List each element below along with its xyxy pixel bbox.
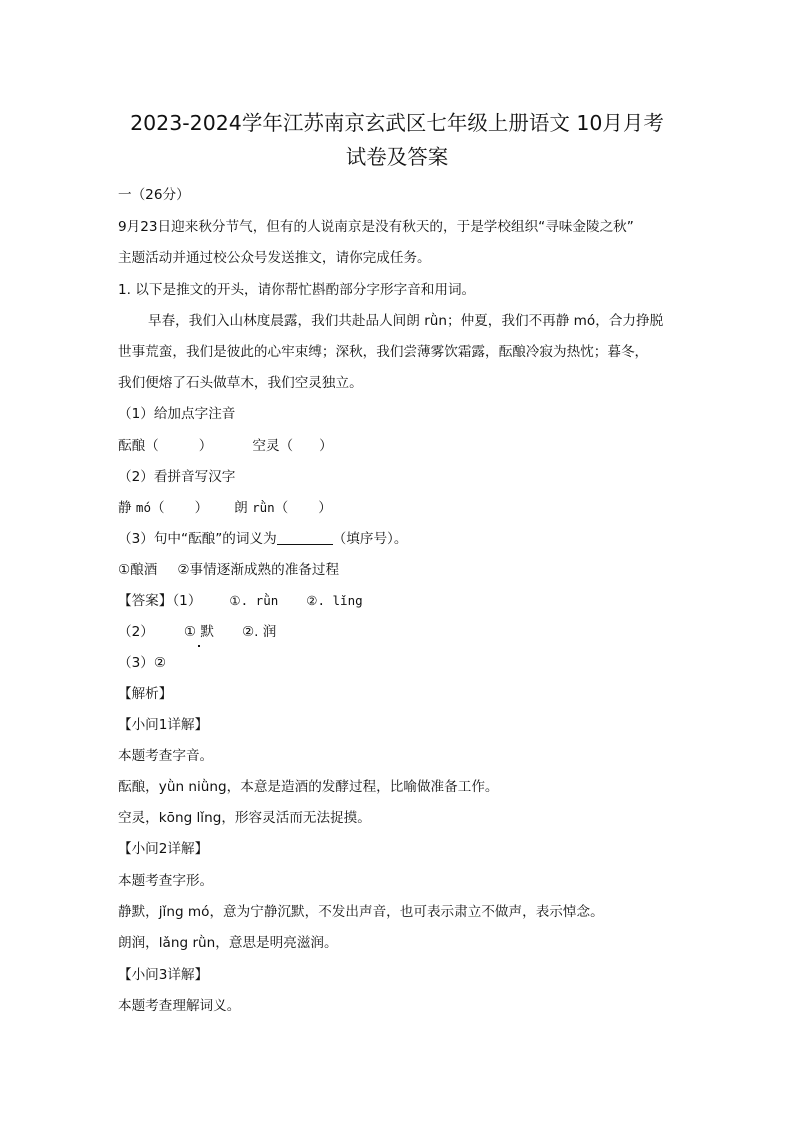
answer-blank [277,530,333,545]
sub-question-3-options [118,561,339,579]
sub-question-3-text: （3）句中“酝酿”的词义为 [118,531,277,547]
answer-2-2: ②. 润 [241,624,277,640]
item-jing: 静 [118,500,132,516]
option-1: ①酿酒 [118,562,158,578]
paren-open: （ [150,500,165,516]
sub-question-2-label: （2）看拼音写汉字 [118,469,236,485]
sub-question-1-label: （1）给加点字注音 [118,406,236,422]
item-yunniang: 酝酿（ [118,438,159,454]
answer-2-1: ① 默 [183,624,214,640]
sub-question-3-suffix: （填序号）。 [332,531,408,547]
item-lang: 朗 [234,500,248,516]
analysis-q1-line-1: 本题考查字音。 [118,748,214,764]
answer-line-3: （3）② [118,655,167,671]
sub-question-3-label [118,530,407,548]
paren-close: ） [318,500,332,516]
analysis-q2-line-2: 静默，jǐng mó，意为宁静沉默，不发出声音，也可表示肃立不做声，表示悼念。 [118,904,604,920]
analysis-q3-line-1: 本题考查理解词义。 [118,998,241,1014]
pinyin-run: rǜn [252,500,275,515]
intro-line-1: 9月23日迎来秋分节气，但有的人说南京是没有秋天的，于是学校组织“寻味金陵之秋” [118,219,634,235]
analysis-q2-line-3: 朗润，lǎng rǜn，意思是明亮滋润。 [118,935,338,951]
item-kongling: 空灵（ [252,438,294,454]
analysis-heading: 【解析】 [118,686,173,702]
paren-close: ） [198,438,213,454]
document-title-line2: 试卷及答案 [345,145,449,169]
pinyin-mo: mó [135,500,151,515]
answer-1-label: （1） [172,593,202,609]
analysis-q1-heading: 【小问1详解】 [118,717,209,733]
document-title-line1: 2023-2024学年江苏南京玄武区七年级上册语文 10月月考 [130,111,664,135]
answer-line-2 [118,623,276,641]
answer-line-1 [118,592,363,610]
answer-heading: 【答案】 [118,593,173,609]
section-heading: 一（26分） [118,187,190,203]
analysis-q1-line-2: 酝酿，yǜn niǜng，本意是造酒的发酵过程，比喻做准备工作。 [118,779,499,795]
sub-question-1-items [118,437,333,455]
answer-1-2: ②. lǐng [306,593,363,608]
passage-line-2: 世事荒蛮，我们是彼此的心牢束缚；深秋，我们尝薄雾饮霜露，酝酿冷寂为热忱；暮冬， [118,344,649,360]
analysis-q3-heading: 【小问3详解】 [118,967,209,983]
paren-close: ） [319,438,333,454]
analysis-q2-heading: 【小问2详解】 [118,841,209,857]
question-1-prompt: 1. 以下是推文的开头，请你帮忙斟酌部分字形字音和用词。 [118,282,476,298]
analysis-q2-line-1: 本题考查字形。 [118,873,214,889]
sub-question-2-items [118,499,332,517]
analysis-q1-line-3: 空灵，kōng lǐng，形容灵活而无法捉摸。 [118,810,371,826]
answer-2-label: （2） [118,624,154,640]
option-2: ②事情逐渐成熟的准备过程 [177,562,340,578]
passage-line-1: 早春，我们入山林度晨露，我们共赴品人间朗 rǜn；仲夏，我们不再静 mó，合力挣脱 [148,313,664,329]
passage-line-3: 我们便熔了石头做草木，我们空灵独立。 [118,375,363,391]
answer-1-1: ①. rǜn [229,593,279,608]
paren-close: ） [194,500,209,516]
paren-open: （ [274,500,289,516]
intro-line-2: 主题活动并通过校公众号发送推文，请你完成任务。 [118,250,431,266]
